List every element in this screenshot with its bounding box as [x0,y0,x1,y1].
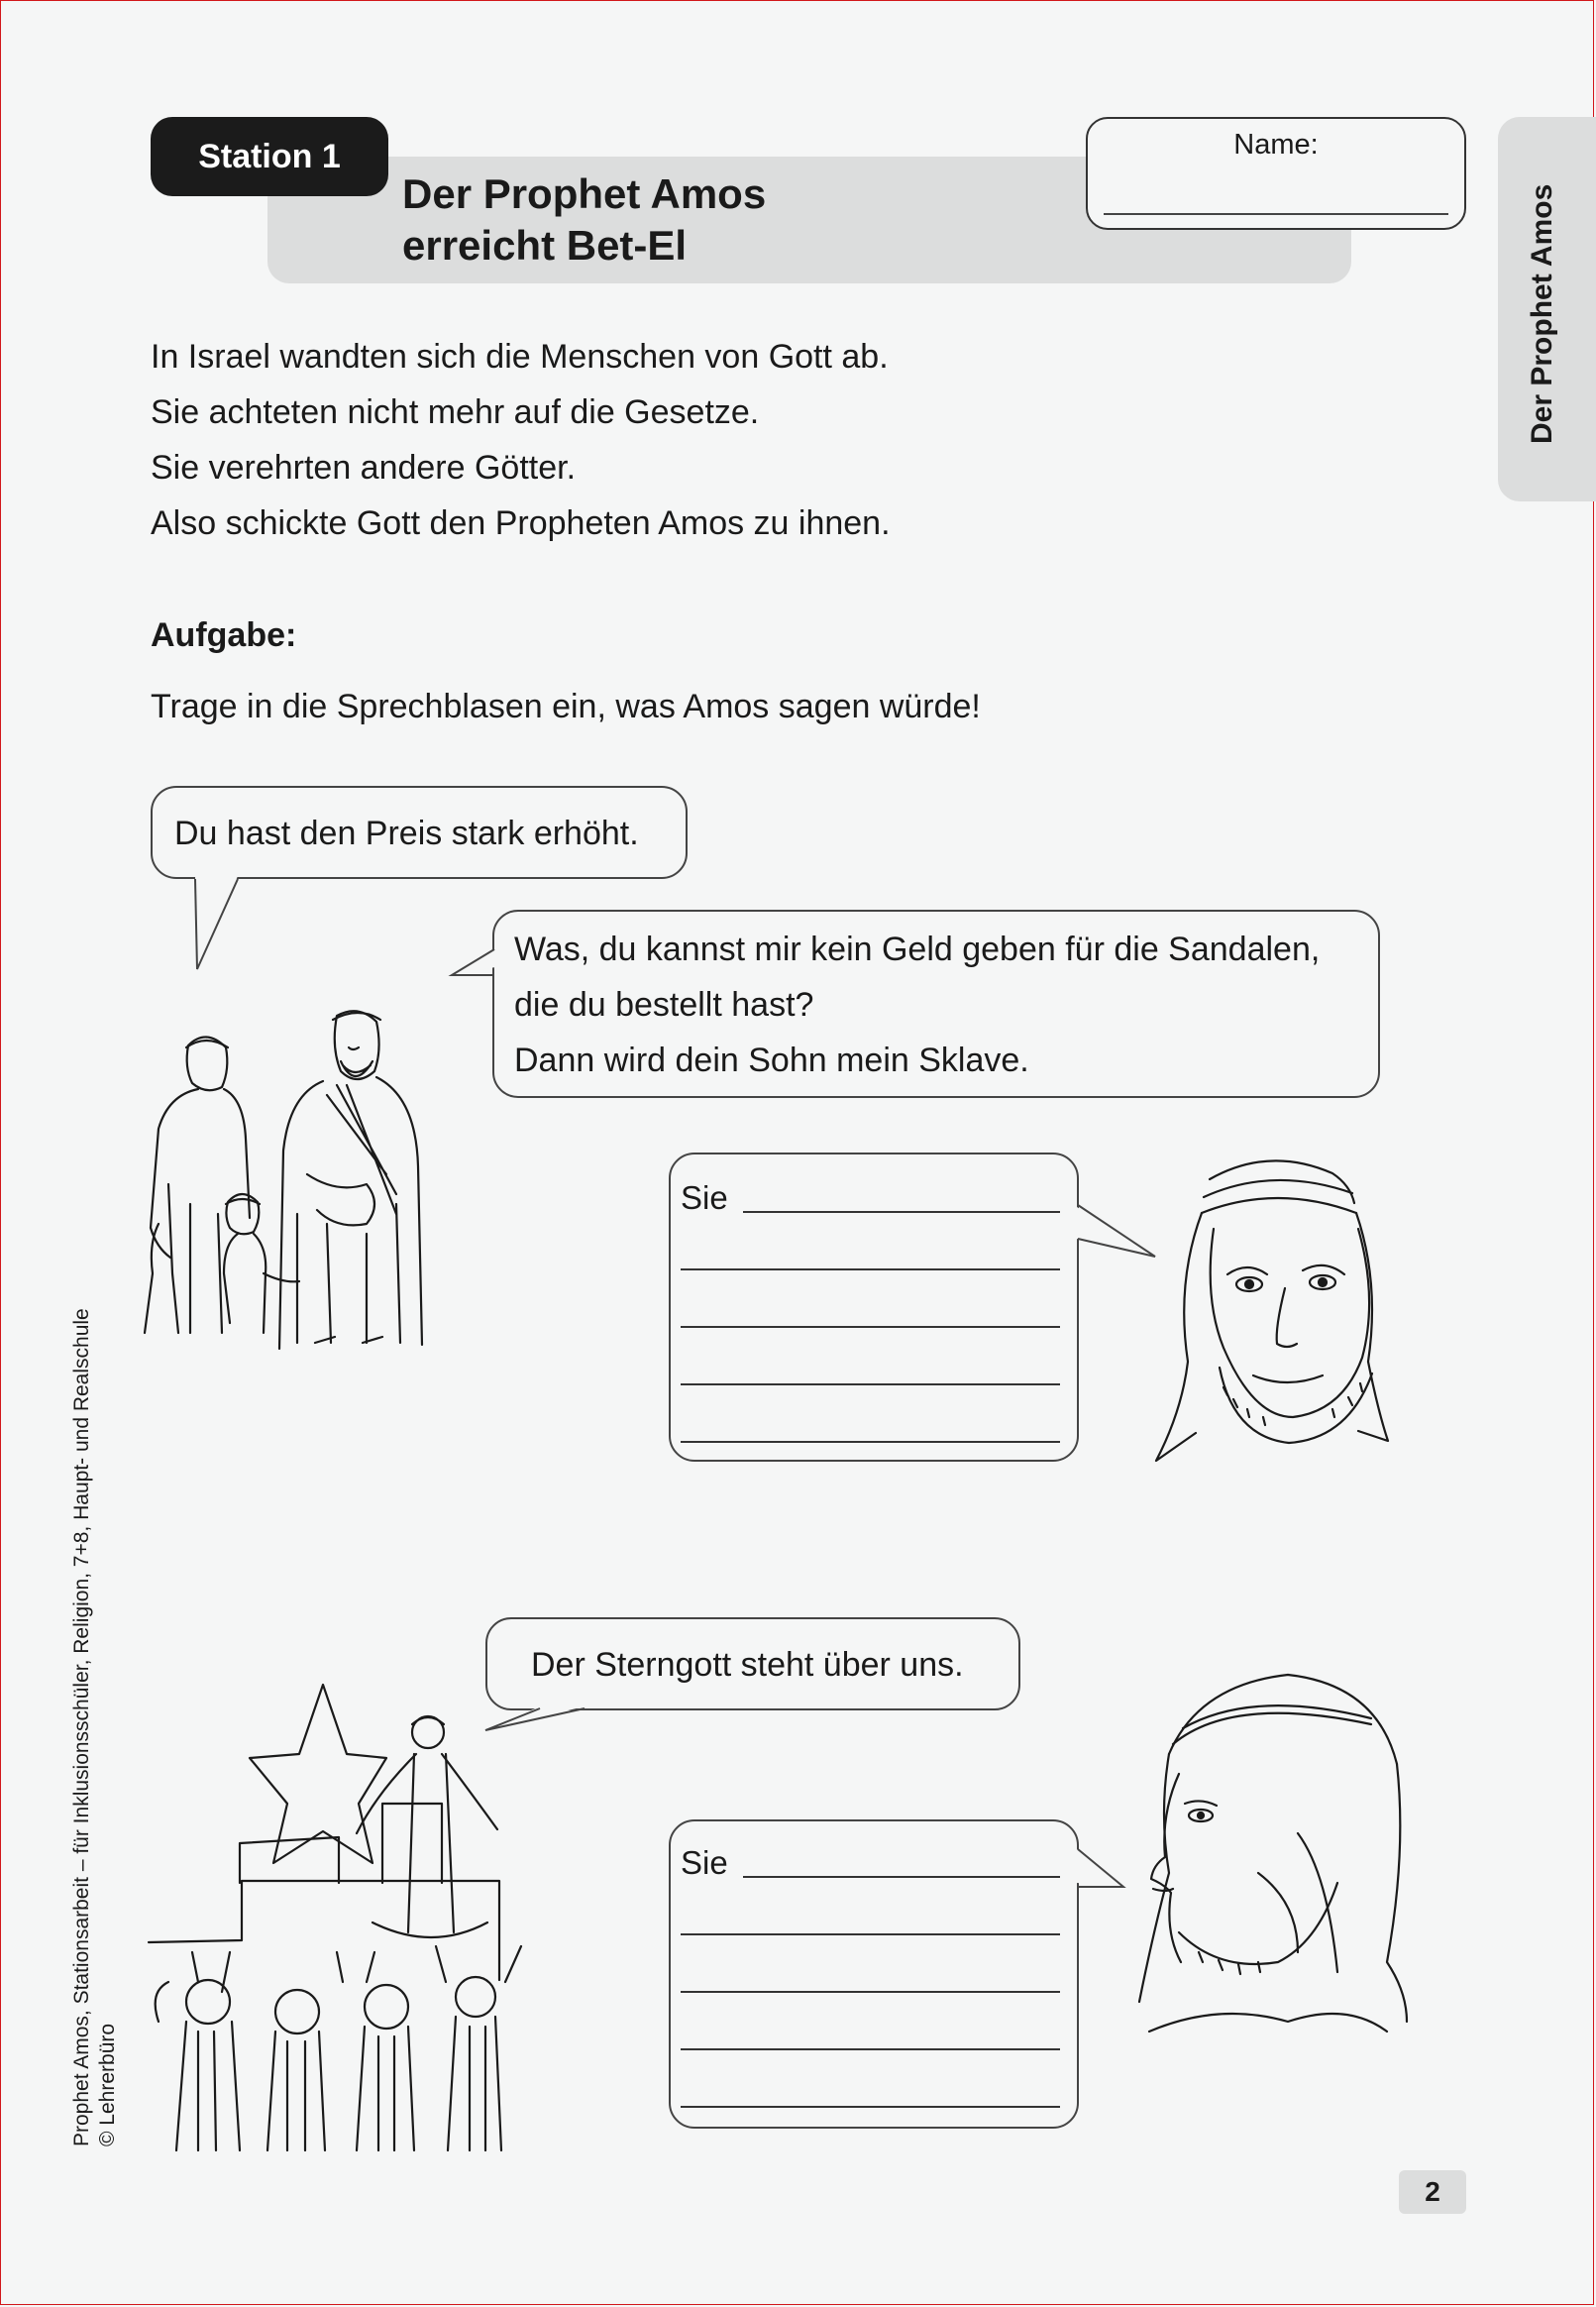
answer-1-start: Sie [681,1179,728,1216]
answer-1-line[interactable] [743,1211,1060,1213]
speech-bubble-sandals-line: Was, du kannst mir kein Geld geben für die Sandalen, [514,931,1321,968]
intro-line: Sie achteten nicht mehr auf die Gesetze. [151,393,760,431]
station-badge: Station 1 [151,117,388,196]
copyright-line-1: Prophet Amos, Stationsarbeit – für Inklusionsschüler, Religion, 7+8, Haupt- und Realschule [70,1308,93,2146]
answer-2-start: Sie [681,1844,728,1881]
task-label: Aufgabe: [151,616,297,654]
intro-line: Also schickte Gott den Propheten Amos zu ihnen. [151,504,891,542]
answer-1-line[interactable] [681,1441,1060,1443]
answer-2-line[interactable] [743,1876,1060,1878]
answer-2-line[interactable] [681,2048,1060,2050]
intro-line: Sie verehrten andere Götter. [151,449,577,487]
name-label: Name: [1233,129,1319,161]
speech-bubble-sandals-line: die du bestellt hast? [514,986,814,1024]
speech-bubble-stargod-text: Der Sterngott steht über uns. [531,1646,964,1684]
task-text: Trage in die Sprechblasen ein, was Amos sagen würde! [151,688,981,725]
page-number: 2 [1399,2170,1466,2214]
title-line-1: Der Prophet Amos [402,170,767,217]
intro-line: In Israel wandten sich die Menschen von Gott ab. [151,338,889,376]
answer-1-line[interactable] [681,1383,1060,1385]
answer-2-line[interactable] [681,1933,1060,1935]
copyright-line-2: © Lehrerbüro [96,2023,119,2146]
answer-1-line[interactable] [681,1326,1060,1328]
answer-2-line[interactable] [681,1991,1060,1993]
speech-bubble-sandals-line: Dann wird dein Sohn mein Sklave. [514,1042,1029,1079]
answer-2-line[interactable] [681,2106,1060,2108]
answer-1-line[interactable] [681,1268,1060,1270]
title-line-2: erreicht Bet-El [402,222,688,269]
side-tab-label: Der Prophet Amos [1526,183,1558,444]
speech-bubble-price-text: Du hast den Preis stark erhöht. [174,815,639,852]
